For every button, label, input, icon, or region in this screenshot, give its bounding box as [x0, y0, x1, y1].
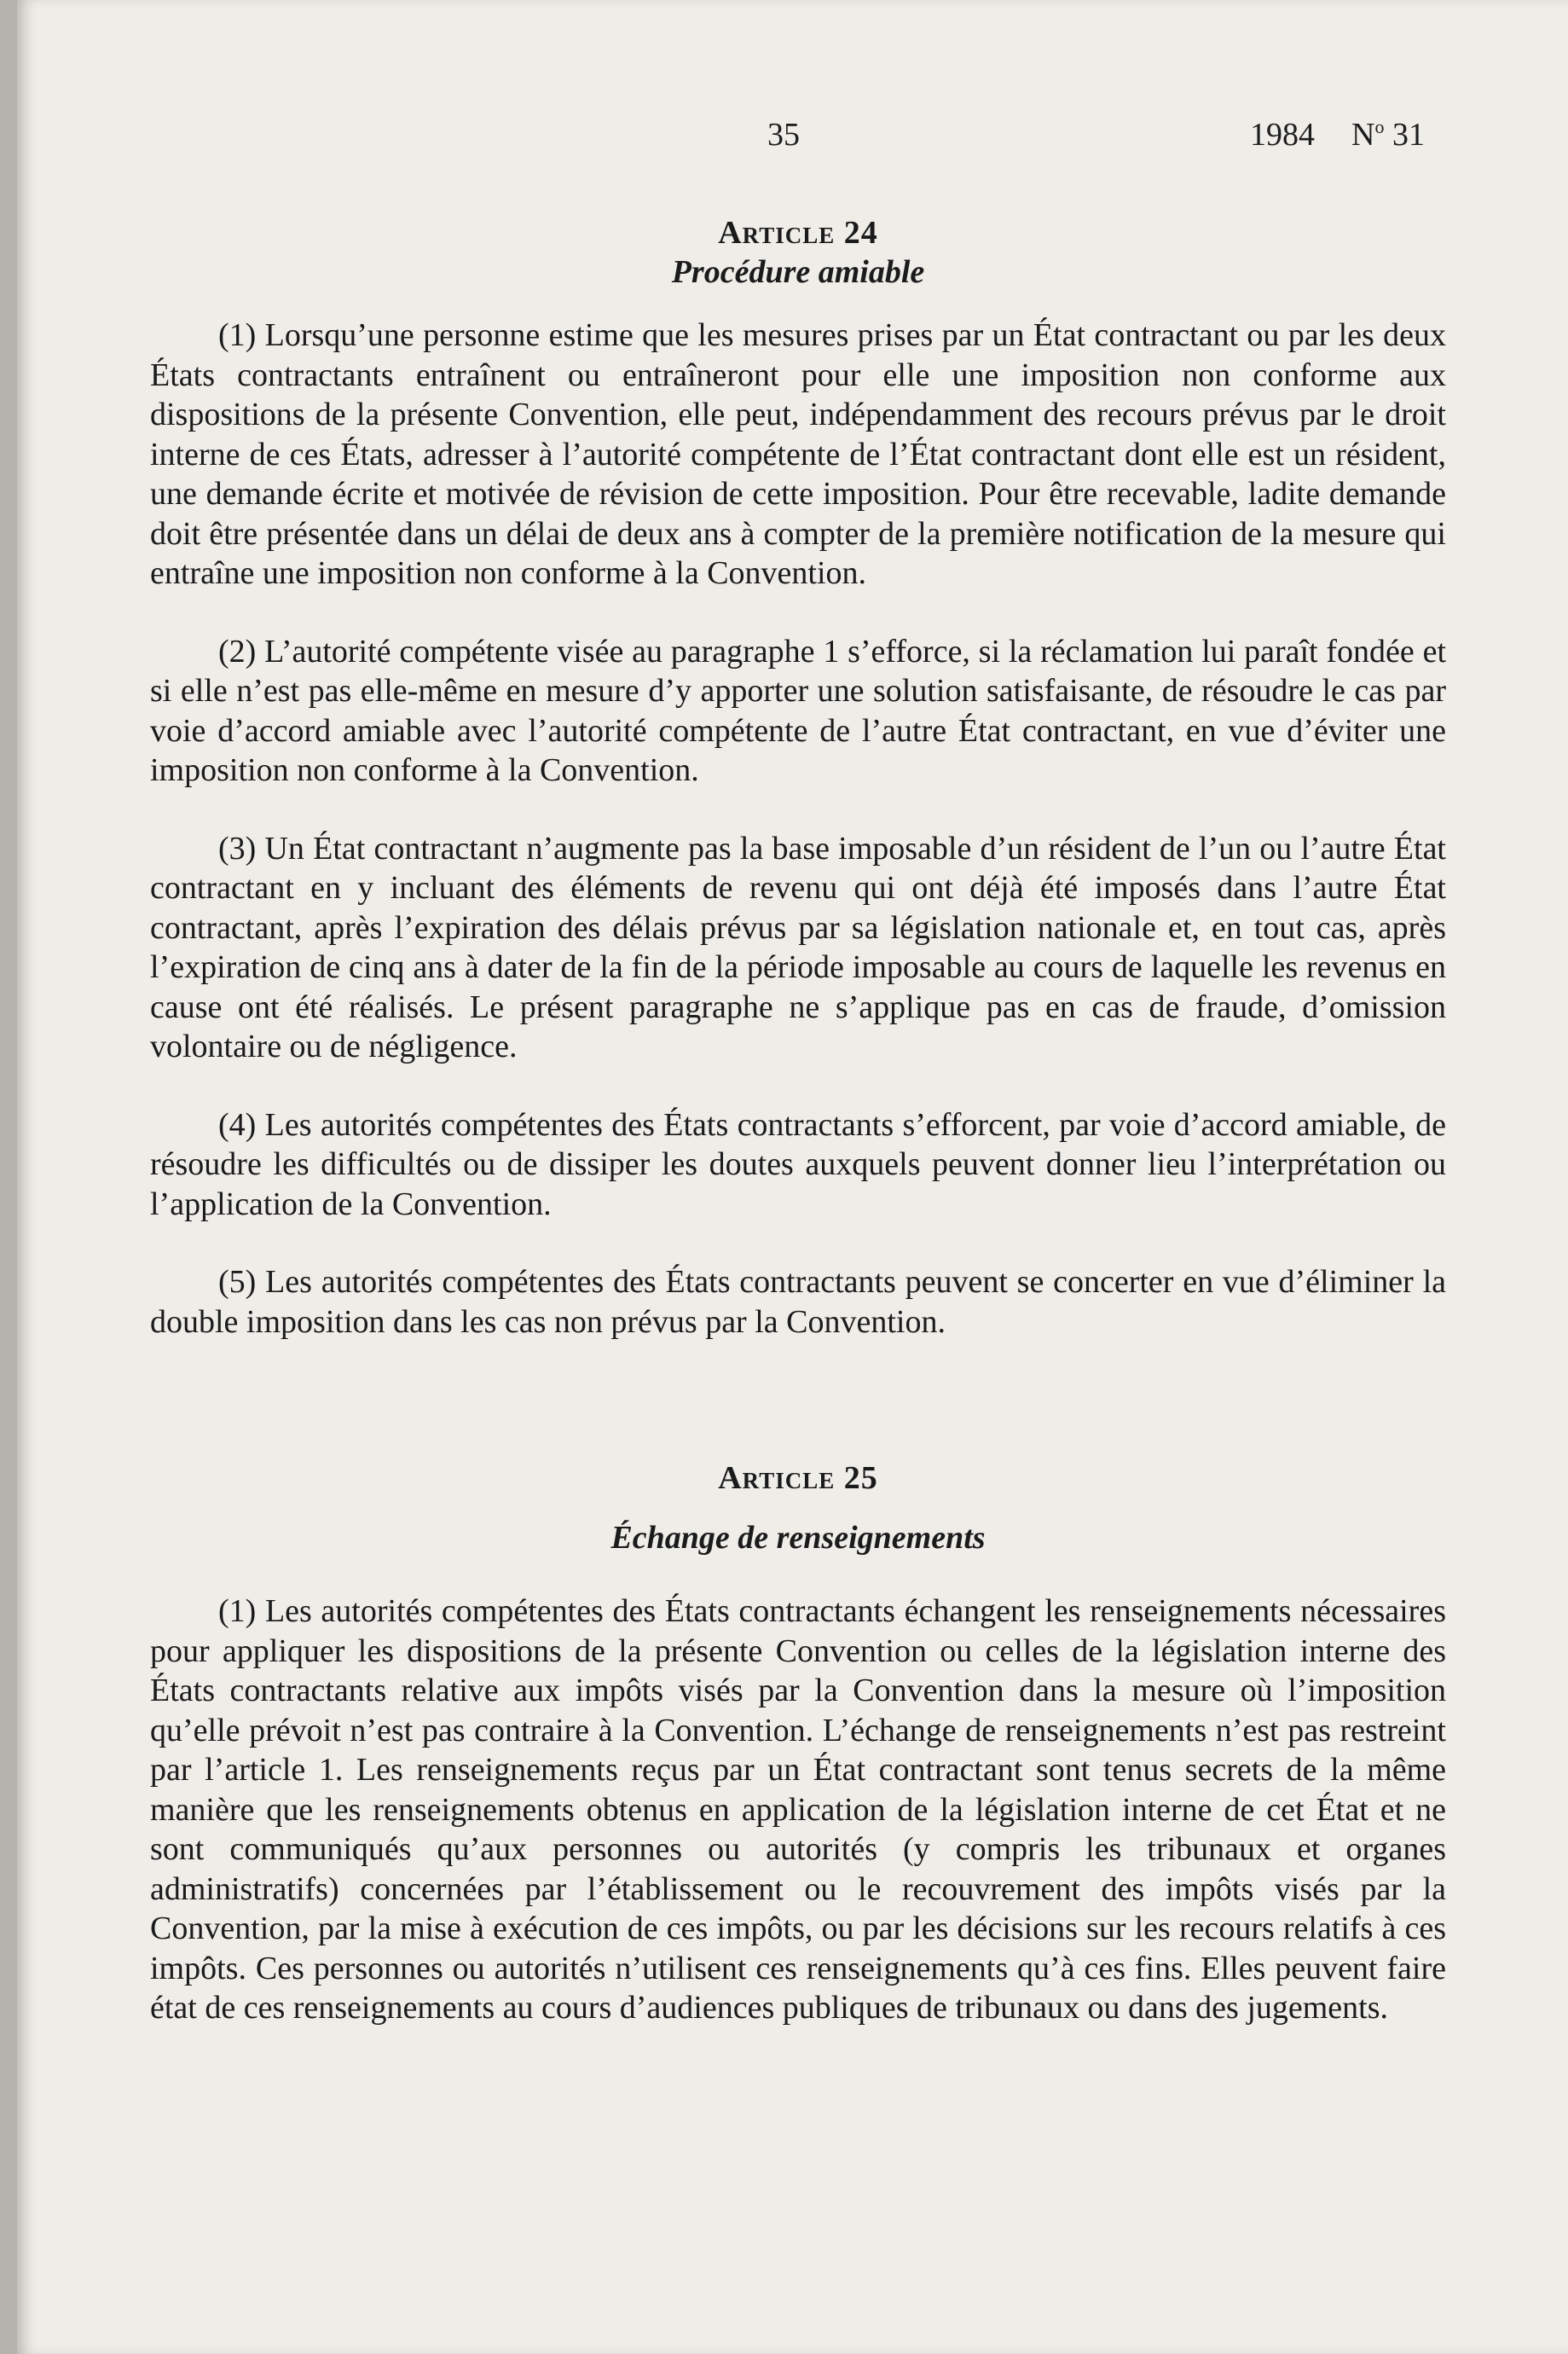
article-24-title: Article 24: [718, 215, 878, 251]
issue-number: 31: [1392, 117, 1425, 153]
article-25-subtitle: Échange de renseignements: [610, 1520, 986, 1556]
article-24-paragraph-1: (1) Lorsqu’une personne estime que les mesures prises par un État contractant ou par les deux États contractants entraînent ou entraîneront pour elle une imposition non conforme aux dispositions de la présente Convention, elle peut, indépendamment des recours prévus par le droit interne de ces États, adresser à l’autorité compétente de l’État contractant dont elle est un résident, une demande écrite et motivée de révision de cette imposition. Pour être recevable, ladite demande doit être présentée dans un délai de deux ans à compter de la première notification de la mesure qui entraîne une imposition non conforme à la Convention.: [150, 317, 1446, 591]
article-25-paragraph-1: (1) Les autorités compétentes des États contractants échangent les renseignements nécessaires pour appliquer les dispositions de la présente Convention ou celles de la législation interne des États contractants relative aux impôts visés par la Convention dans la mesure où l’imposition qu’elle prévoit n’est pas contraire à la Convention. L’échange de renseignements n’est pas restreint par l’article 1. Les renseignements reçus par un État contractant sont tenus secrets de la même manière que les renseignements obtenus en application de la législation interne de cet État et ne sont communiqués qu’aux personnes ou autorités (y compris les tribunaux et organes administratifs) concernées par l’établissement ou le recouvrement des impôts visés par la Convention, par la mise à exécution de ces impôts, ou par les décisions sur les recours relatifs à ces impôts. Ces personnes ou autorités n’utilisent ces renseignements qu’à ces fins. Elles peuvent faire état de ces renseignements au cours d’audiences publiques de tribunaux ou dans des jugements.: [150, 1593, 1446, 2026]
gazette-issue: [1351, 116, 1425, 154]
article-24-paragraph-3: (3) Un État contractant n’augmente pas la base imposable d’un résident de l’un ou l’autre État contractant en y incluant des éléments de revenu qui ont déjà été imposés dans l’autre État contractant, après l’expiration des délais prévus par sa législation nationale et, en tout cas, après l’expiration de cinq ans à dater de la fin de la période imposable au cours de laquelle les revenus en cause ont été réalisés. Le présent paragraphe ne s’applique pas en cas de fraude, d’omission volontaire ou de négligence.: [150, 830, 1446, 1064]
issue-sup: o: [1374, 116, 1385, 137]
article-24-paragraph-4: (4) Les autorités compétentes des États contractants s’efforcent, par voie d’accord amiable, de résoudre les difficultés ou de dissiper les doutes auxquels peuvent donner lieu l’interprétation ou l’application de la Convention.: [150, 1106, 1446, 1222]
page-number: 35: [767, 117, 800, 153]
section-spacer: [150, 1380, 1446, 1448]
document-page: [17, 0, 1568, 2354]
article-24-paragraph-5: (5) Les autorités compétentes des États contractants peuvent se concerter en vue d’éliminer la double imposition dans les cas non prévus par la Convention.: [150, 1264, 1446, 1340]
gazette-year: 1984: [1250, 117, 1315, 153]
page-header: [17, 116, 1568, 159]
article-24-paragraph-2: (2) L’autorité compétente visée au paragraphe 1 s’efforce, si la réclamation lui paraît fondée et si elle n’est pas elle-même en mesure d’y apporter une solution satisfaisante, de résoudre le cas par voie d’accord amiable avec l’autorité compétente de l’autre État contractant, en vue d’éviter une imposition non conforme à la Convention.: [150, 633, 1446, 788]
issue-prefix: N: [1351, 117, 1375, 153]
article-24-subtitle: Procédure amiable: [671, 254, 925, 290]
page-content: [150, 213, 1446, 2067]
article-25-title: Article 25: [718, 1460, 878, 1496]
